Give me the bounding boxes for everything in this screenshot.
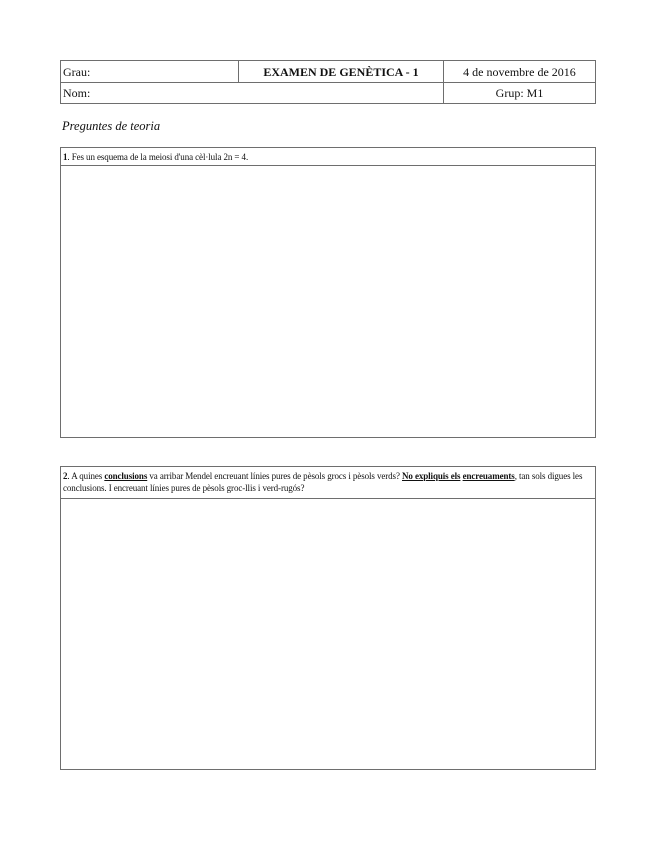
section-title: Preguntes de teoria <box>62 119 161 133</box>
q1-border-right <box>595 147 596 438</box>
q1-border-bottom <box>60 437 596 438</box>
table-border-top <box>60 60 596 61</box>
question-2-number: 2 <box>63 471 68 481</box>
question-1-number: 1 <box>63 152 68 162</box>
q2-border-top <box>60 466 596 467</box>
question-1-answer-area[interactable] <box>61 166 595 437</box>
exam-title: EXAMEN DE GENÈTICA - 1 <box>263 65 419 79</box>
grup-label: Grup: M1 <box>495 86 544 100</box>
table-border-left <box>60 60 61 104</box>
table-border-bottom <box>60 103 596 104</box>
table-row-divider <box>60 82 596 83</box>
nom-label: Nom: <box>63 86 91 100</box>
question-2-text: 2. A quines conclusions va arribar Mendel encreuant línies pures de pèsols grocs i pèsols verds? No expliquis els encreuaments, tan sols digues les conclusions. I encreuant línies pures de pèsols groc-llis i verd-rugós? <box>63 471 583 493</box>
q2-border-right <box>595 466 596 770</box>
exam-date: 4 de novembre de 2016 <box>463 65 576 79</box>
grau-label: Grau: <box>63 65 91 79</box>
question-1-text: 1. Fes un esquema de la meiosi d'una cèl·lula 2n = 4. <box>63 152 249 162</box>
q1-border-top <box>60 147 596 148</box>
q2-border-bottom <box>60 769 596 770</box>
table-border-right <box>595 60 596 104</box>
question-2-answer-area[interactable] <box>61 499 595 769</box>
